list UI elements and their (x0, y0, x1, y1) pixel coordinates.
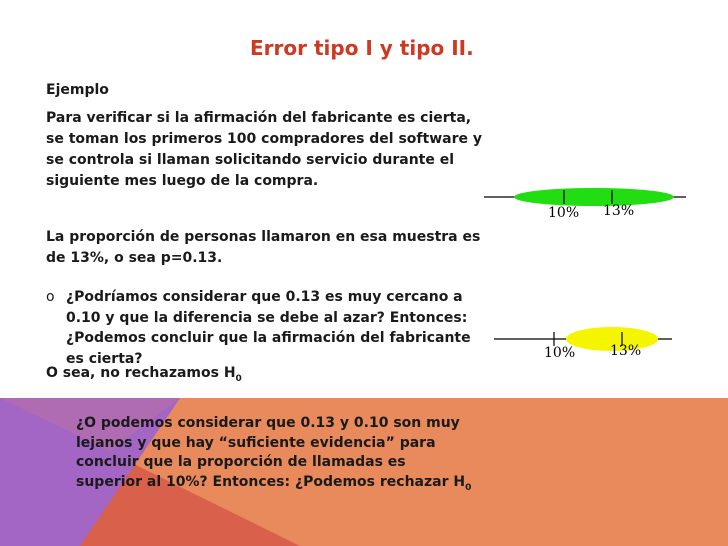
conclusion-text: O sea, no rechazamos H (46, 365, 236, 381)
reject-text: ¿O podemos considerar que 0.13 y 0.10 son muy lejanos y que hay “suficiente evidencia” para concluir que la proporción de llamadas es superior al 10%? Entonces: ¿Podemos rechazar H (76, 415, 466, 490)
label-13-yellow: 13% (610, 343, 642, 359)
bullet-text: ¿Podríamos considerar que 0.13 es muy cercano a 0.10 y que la diferencia se debe al azar? Entonces: ¿Podemos concluir que la afirmación del fabricante es cierta? (66, 289, 471, 367)
h-subscript-bottom: 0 (465, 482, 472, 493)
interval-ellipse-green (514, 188, 674, 206)
paragraph-proportion: La proporción de personas llamaron en esa muestra es de 13%, o sea p=0.13. (46, 229, 481, 266)
diagram-green (484, 182, 688, 222)
title-text: Error tipo I y tipo II. (250, 36, 474, 60)
paragraph-intro: Para verificar si la afirmación del fabricante es cierta, se toman los primeros 100 compradores del software y se controla si llaman solicitando servicio durante el siguiente mes luego de la compra. (46, 110, 482, 189)
ejemplo-heading: Ejemplo (46, 82, 109, 98)
h-subscript: 0 (235, 373, 242, 384)
diagram-yellow (494, 322, 674, 362)
label-10-yellow: 10% (544, 345, 576, 361)
label-10-green: 10% (548, 205, 580, 221)
conclusion-no-reject (46, 365, 242, 384)
reject-question (76, 414, 476, 498)
label-13-green: 13% (603, 203, 635, 219)
bullet-marker: o (46, 289, 55, 305)
